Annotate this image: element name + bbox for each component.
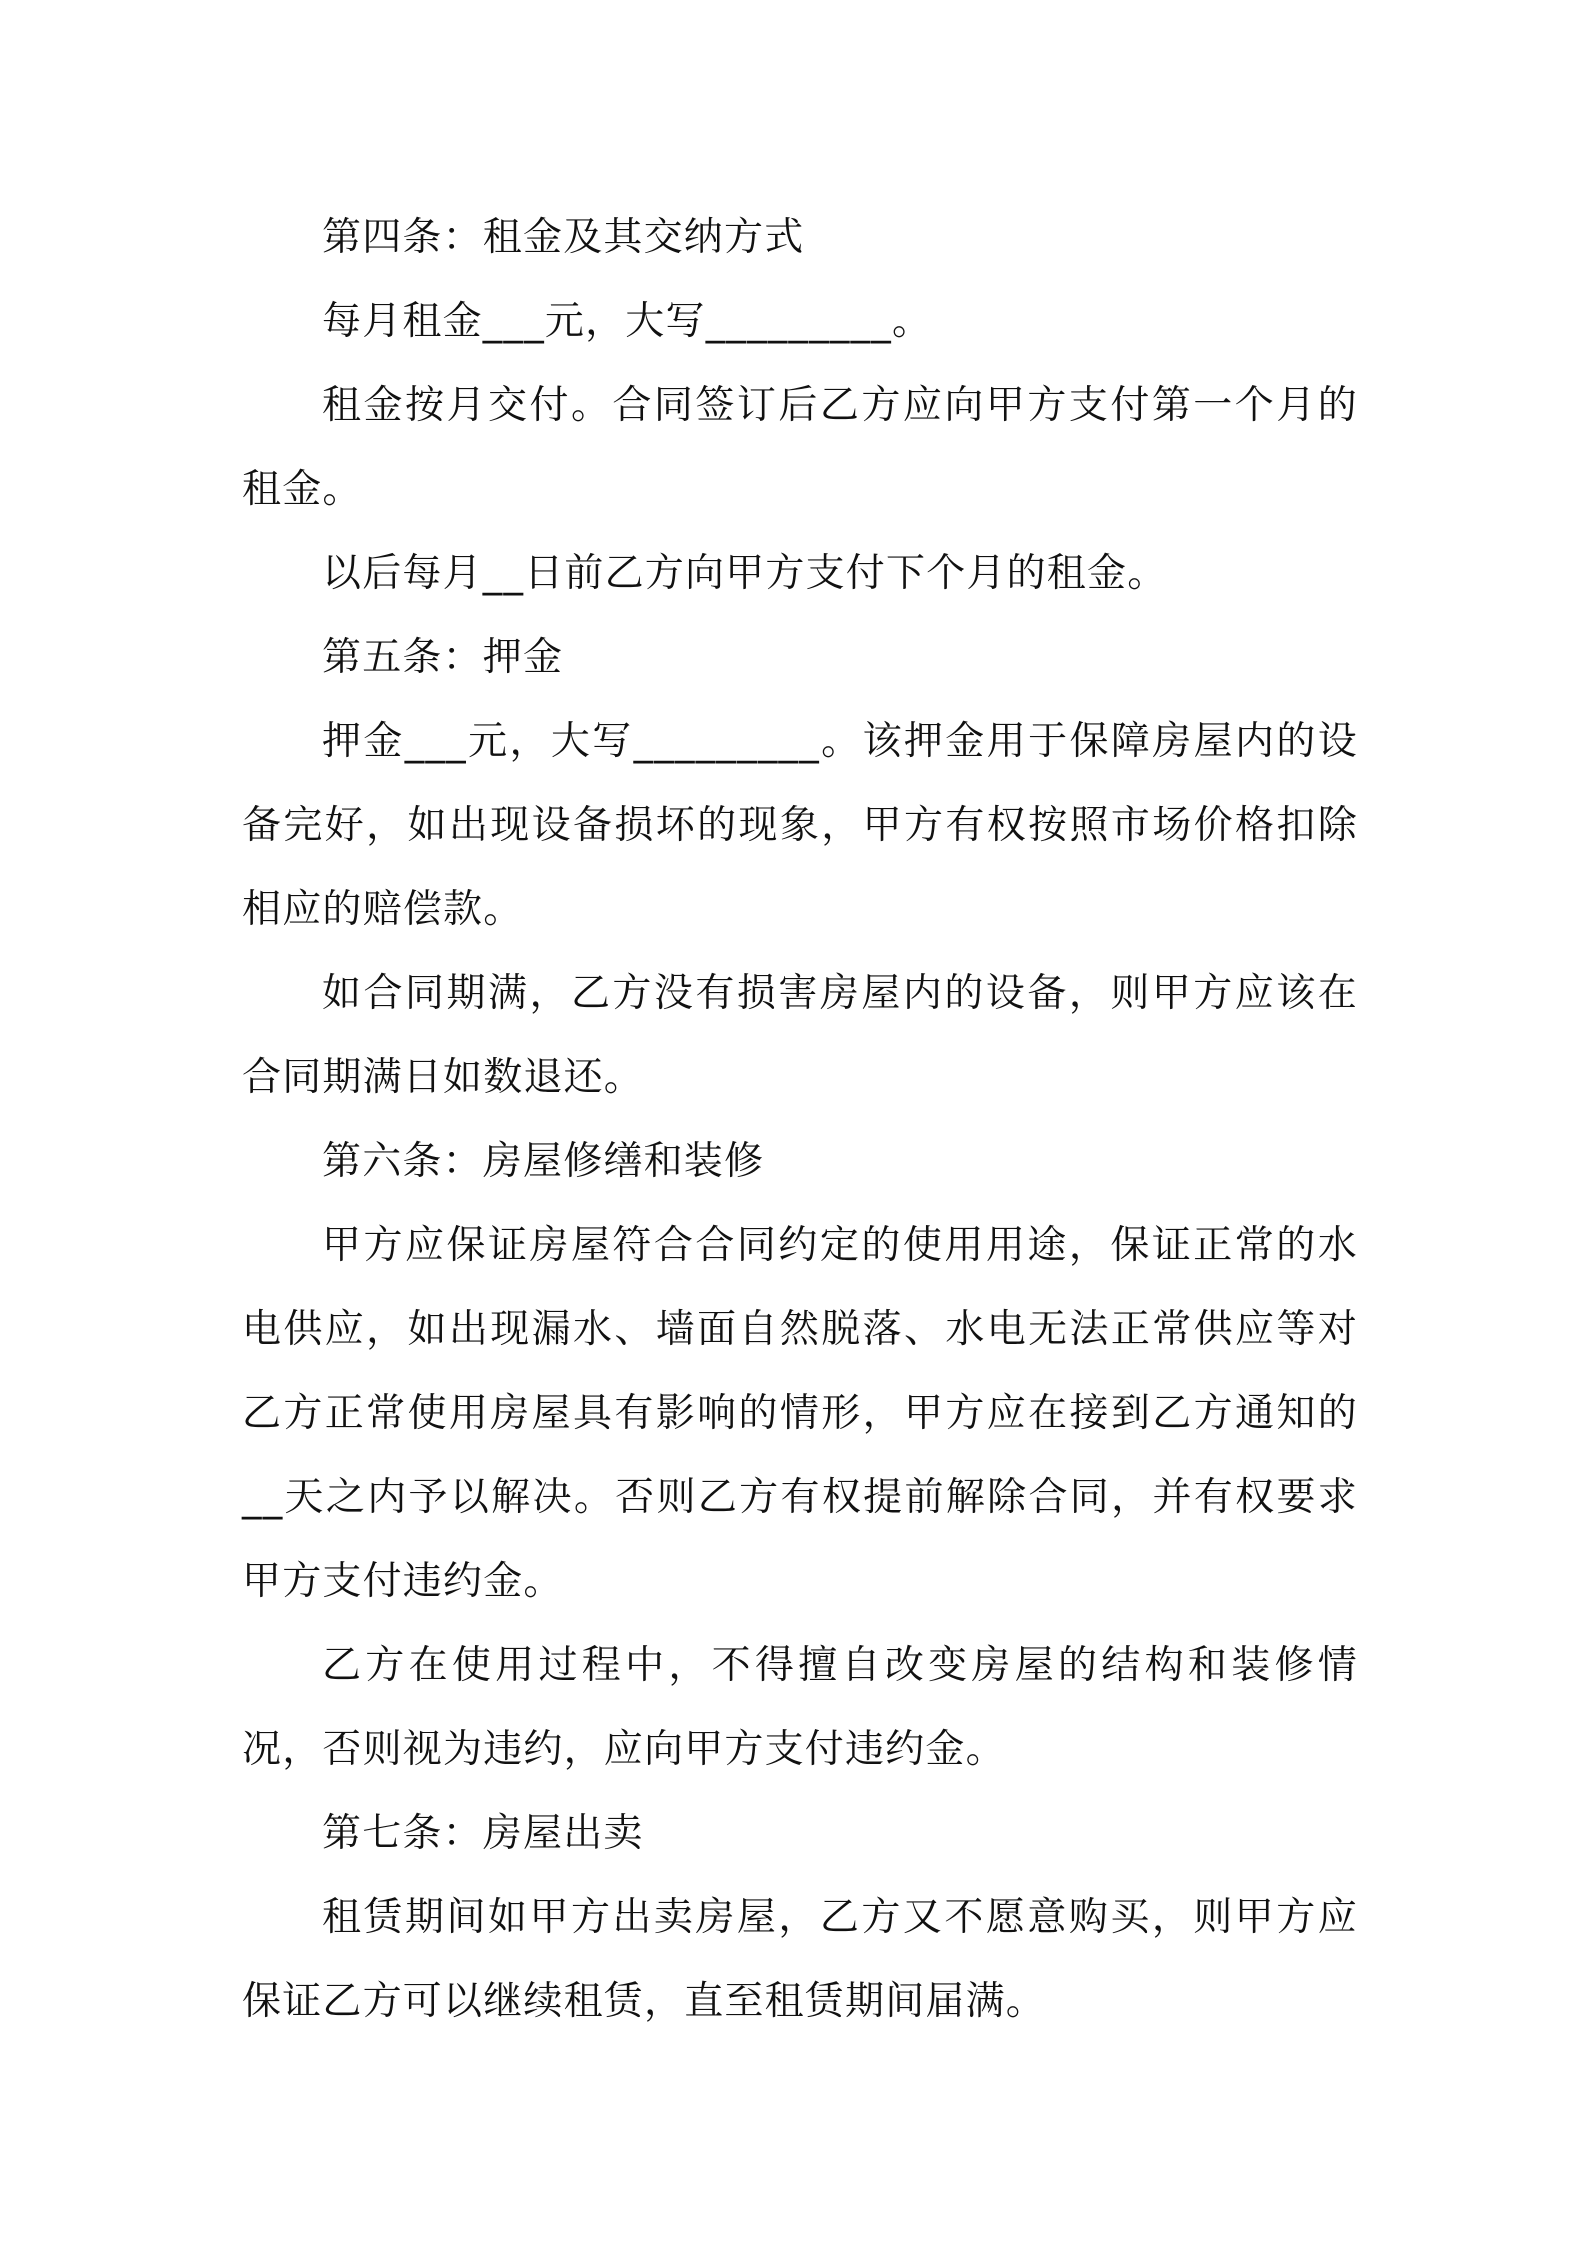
- subsequent-rent-paragraph: 以后每月__日前乙方向甲方支付下个月的租金。: [322, 551, 1168, 596]
- deposit-refund-paragraph: 如合同期满，乙方没有损害房屋内的设备，则甲方应该在合同期满日如数退还。: [242, 971, 1358, 1100]
- article-6-heading: 第六条：房屋修缮和装修: [322, 1139, 765, 1184]
- article-4-heading: 第四条：租金及其交纳方式: [322, 215, 805, 260]
- rent-payment-paragraph: 租金按月交付。合同签订后乙方应向甲方支付第一个月的租金。: [242, 383, 1358, 512]
- house-sale-paragraph: 租赁期间如甲方出卖房屋，乙方又不愿意购买，则甲方应保证乙方可以继续租赁，直至租赁期间届满。: [242, 1895, 1358, 2024]
- document-body: [242, 196, 1358, 2044]
- repair-obligation-paragraph: 甲方应保证房屋符合合同约定的使用用途，保证正常的水电供应，如出现漏水、墙面自然脱落、水电无法正常供应等对乙方正常使用房屋具有影响的情形，甲方应在接到乙方通知的__天之内予以解决。否则乙方有权提前解除合同，并有权要求甲方支付违约金。: [242, 1223, 1358, 1604]
- article-7-heading: 第七条：房屋出卖: [322, 1811, 644, 1856]
- deposit-paragraph: 押金___元，大写_________。该押金用于保障房屋内的设备完好，如出现设备损坏的现象，甲方有权按照市场价格扣除相应的赔偿款。: [242, 719, 1358, 932]
- article-5-heading: 第五条：押金: [322, 635, 564, 680]
- no-alteration-paragraph: 乙方在使用过程中，不得擅自改变房屋的结构和装修情况，否则视为违约，应向甲方支付违约金。: [242, 1643, 1358, 1772]
- monthly-rent-paragraph: 每月租金___元，大写_________。: [322, 299, 933, 344]
